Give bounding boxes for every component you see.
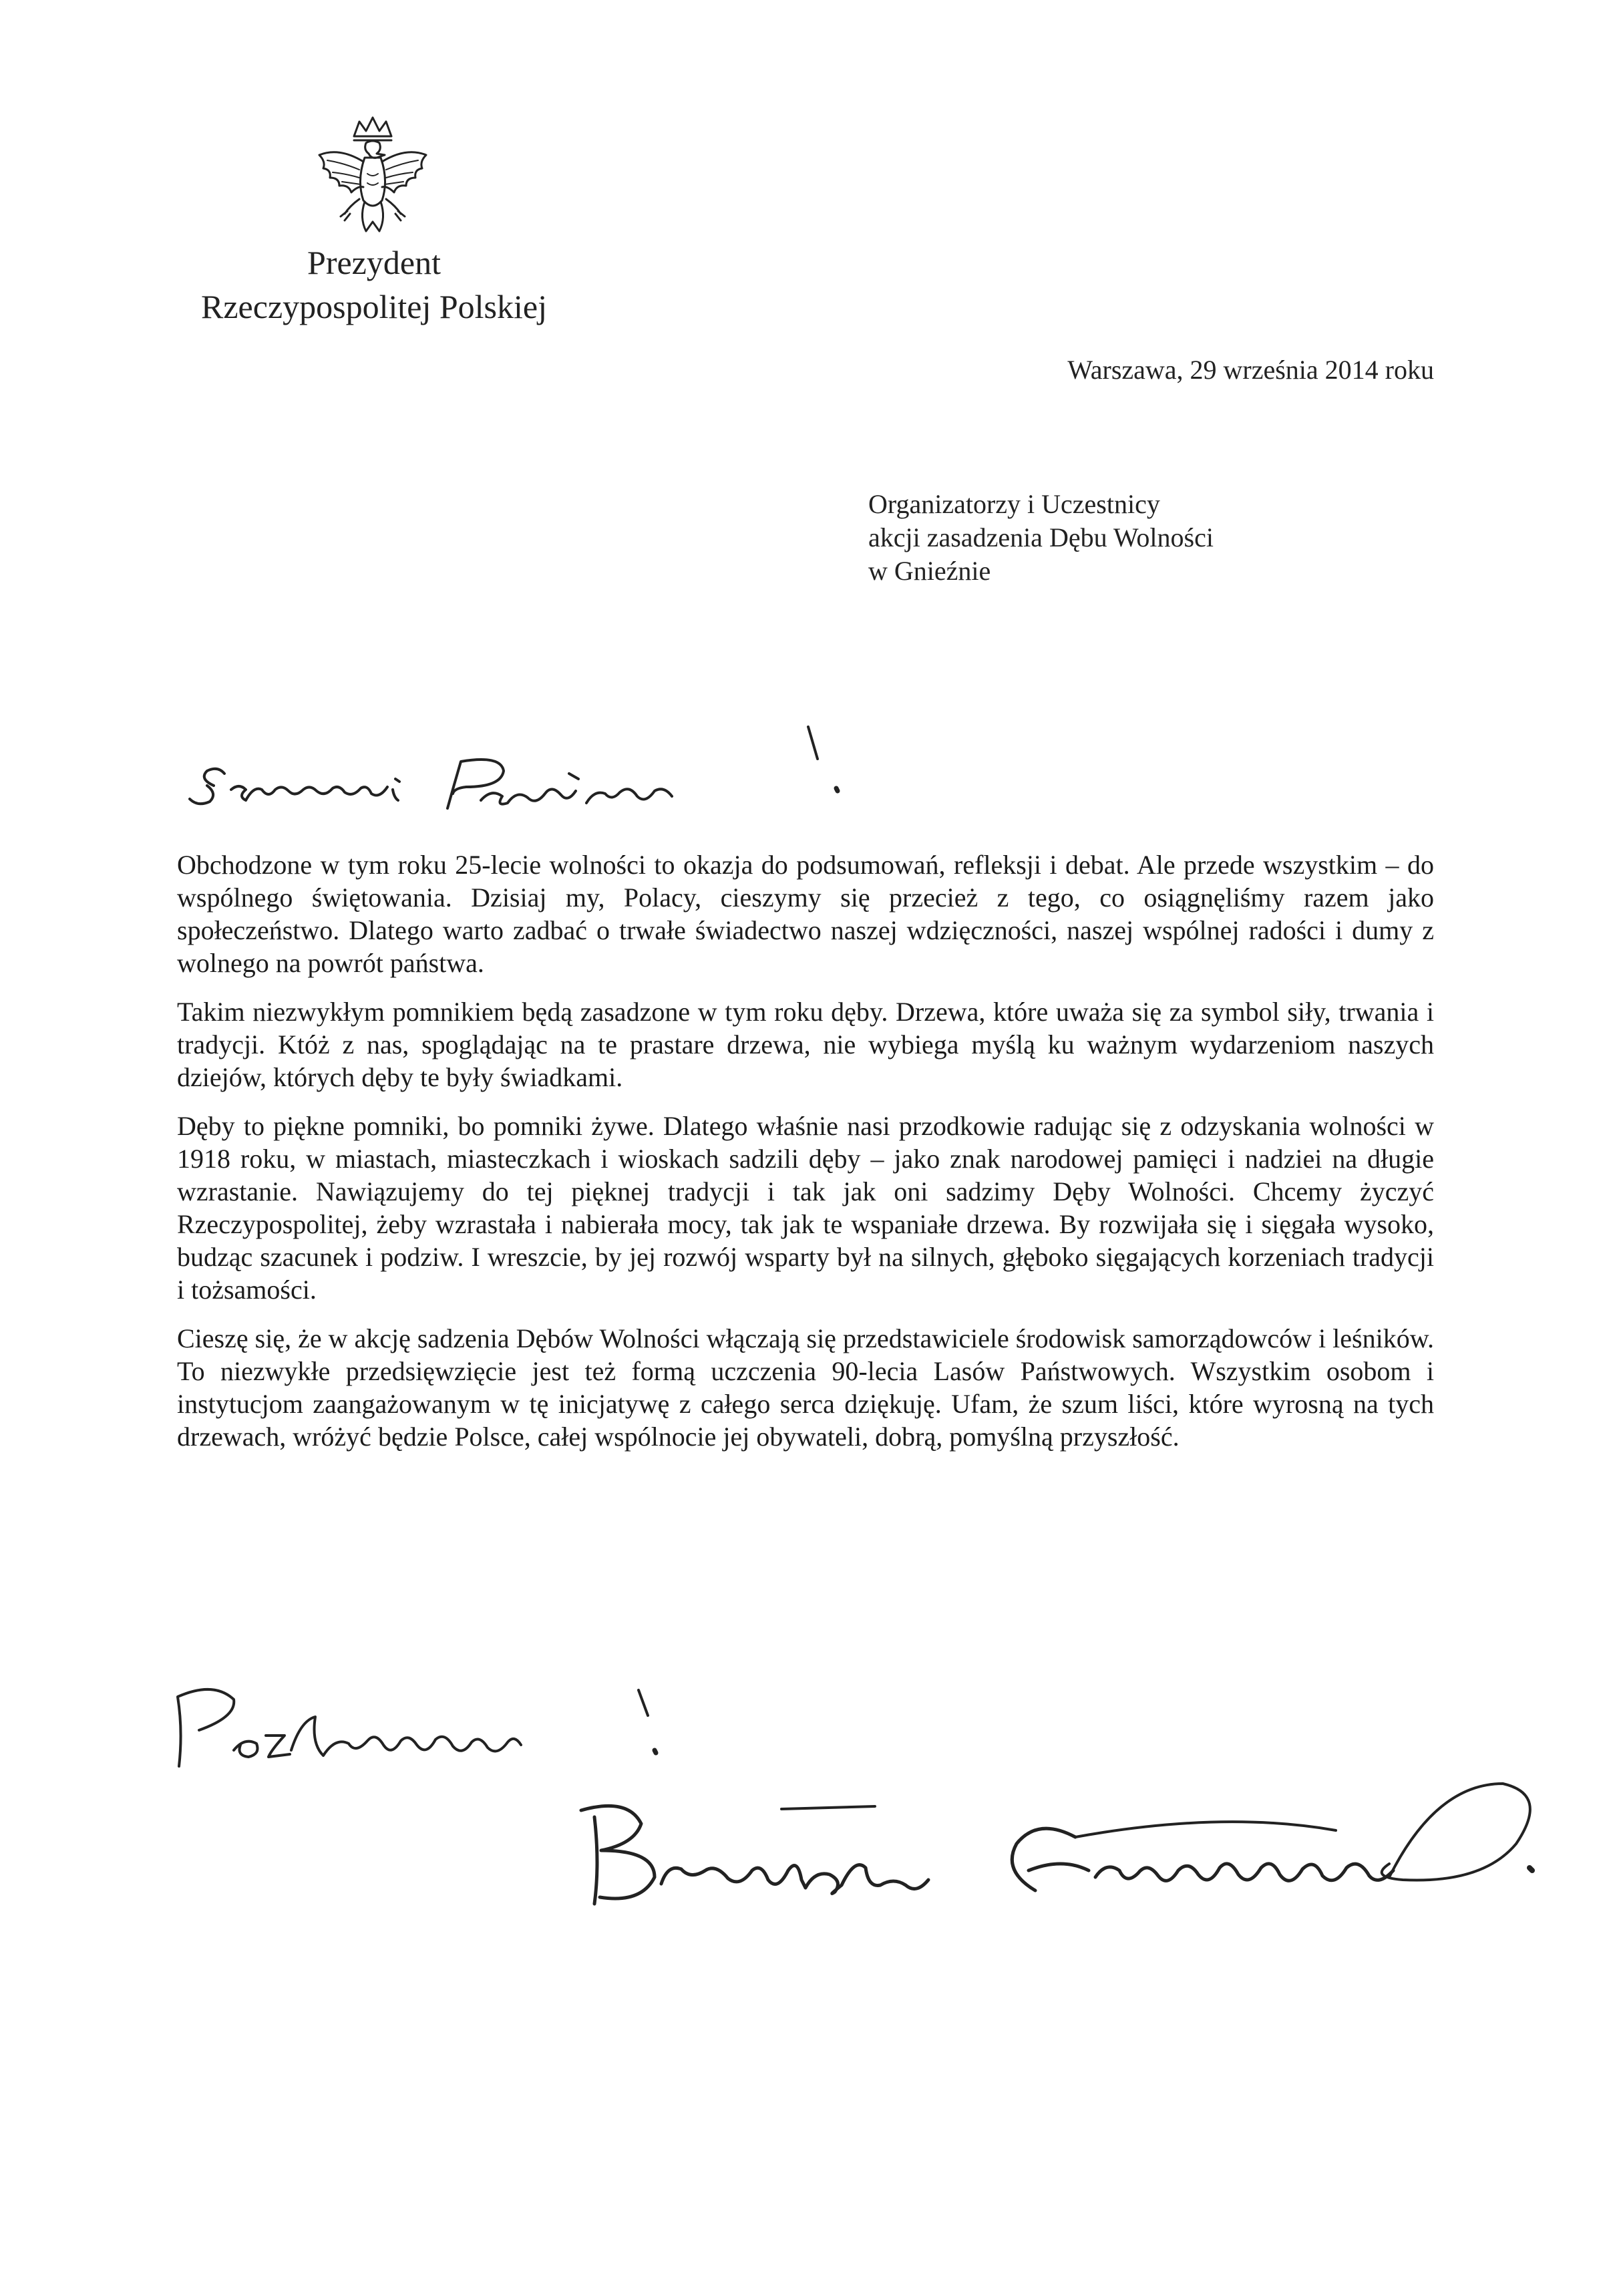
recipient-line1: Organizatorzy i Uczestnicy	[868, 489, 1160, 519]
recipient-line2: akcji zasadzenia Dębu Wolności	[868, 522, 1214, 552]
recipient-block	[868, 488, 1403, 588]
body-paragraph-4: Cieszę się, że w akcję sadzenia Dębów Wolności włączają się przedstawiciele środowisk samorządowców i leśników. To niezwykłe przedsięwzięcie jest też formą uczczenia 90-lecia Lasów Państwowych. Wszystkim osobom i instytucjom zaangażowanym w tę inicjatywę z całego serca dziękuję. Ufam, że szum liści, które wyrosną na tych drzewach, wróżyć będzie Polsce, całej wspólnocie jej obywateli, dobrą, pomyślną przyszłość.	[177, 1323, 1434, 1452]
handwritten-salutation	[167, 715, 902, 828]
body-paragraph-2: Takim niezwykłym pomnikiem będą zasadzone w tym roku dęby. Drzewa, które uważa się za symbol siły, trwania i tradycji. Któż z nas, spoglądając na te prastare drzewa, nie wybiega myślą ku ważnym wydarzeniom naszych dziejów, których dęby te były świadkami.	[177, 997, 1434, 1092]
office-title-line2: Rzeczypospolitej Polskiej	[201, 288, 547, 325]
polish-white-eagle-icon	[313, 114, 433, 240]
office-title-line1: Prezydent	[307, 244, 441, 281]
office-title	[134, 240, 614, 329]
body-paragraph-3: Dęby to piękne pomniki, bo pomniki żywe. Dlatego właśnie nasi przodkowie radując się z odzyskania wolności w 1918 roku, w miastach, miasteczkach i wioskach sadzili dęby – jako znak narodowej pamięci i nadziei na długie wzrastanie. Nawiązujemy do tej pięknej tradycji i tak jak oni sadzimy Dęby Wolności. Chcemy życzyć Rzeczypospolitej, żeby wzrastała i nabierała mocy, tak jak te wspaniałe drzewa. By rozwijała się i sięgała wysoko, budząc szacunek i podziw. I wreszcie, by jej rozwój wsparty był na silnych, głęboko sięgających korzeniach tradycji i tożsamości.	[177, 1111, 1434, 1305]
date-line: Warszawa, 29 września 2014 roku	[1067, 355, 1434, 385]
recipient-line3: w Gnieźnie	[868, 556, 991, 586]
handwritten-signature	[568, 1737, 1556, 1937]
letter-body	[177, 848, 1434, 1469]
body-paragraph-1: Obchodzone w tym roku 25-lecie wolności to okazja do podsumowań, refleksji i debat. Ale przede wszystkim – do wspólnego świętowania. Dzisiaj my, Polacy, cieszymy się przecież z tego, co osiągnęliśmy razem jako społeczeństwo. Dlatego warto zadbać o trwałe świadectwo naszej wdzięczności, naszej wspólnej radości i dumy z wolnego na powrót państwa.	[177, 850, 1434, 978]
